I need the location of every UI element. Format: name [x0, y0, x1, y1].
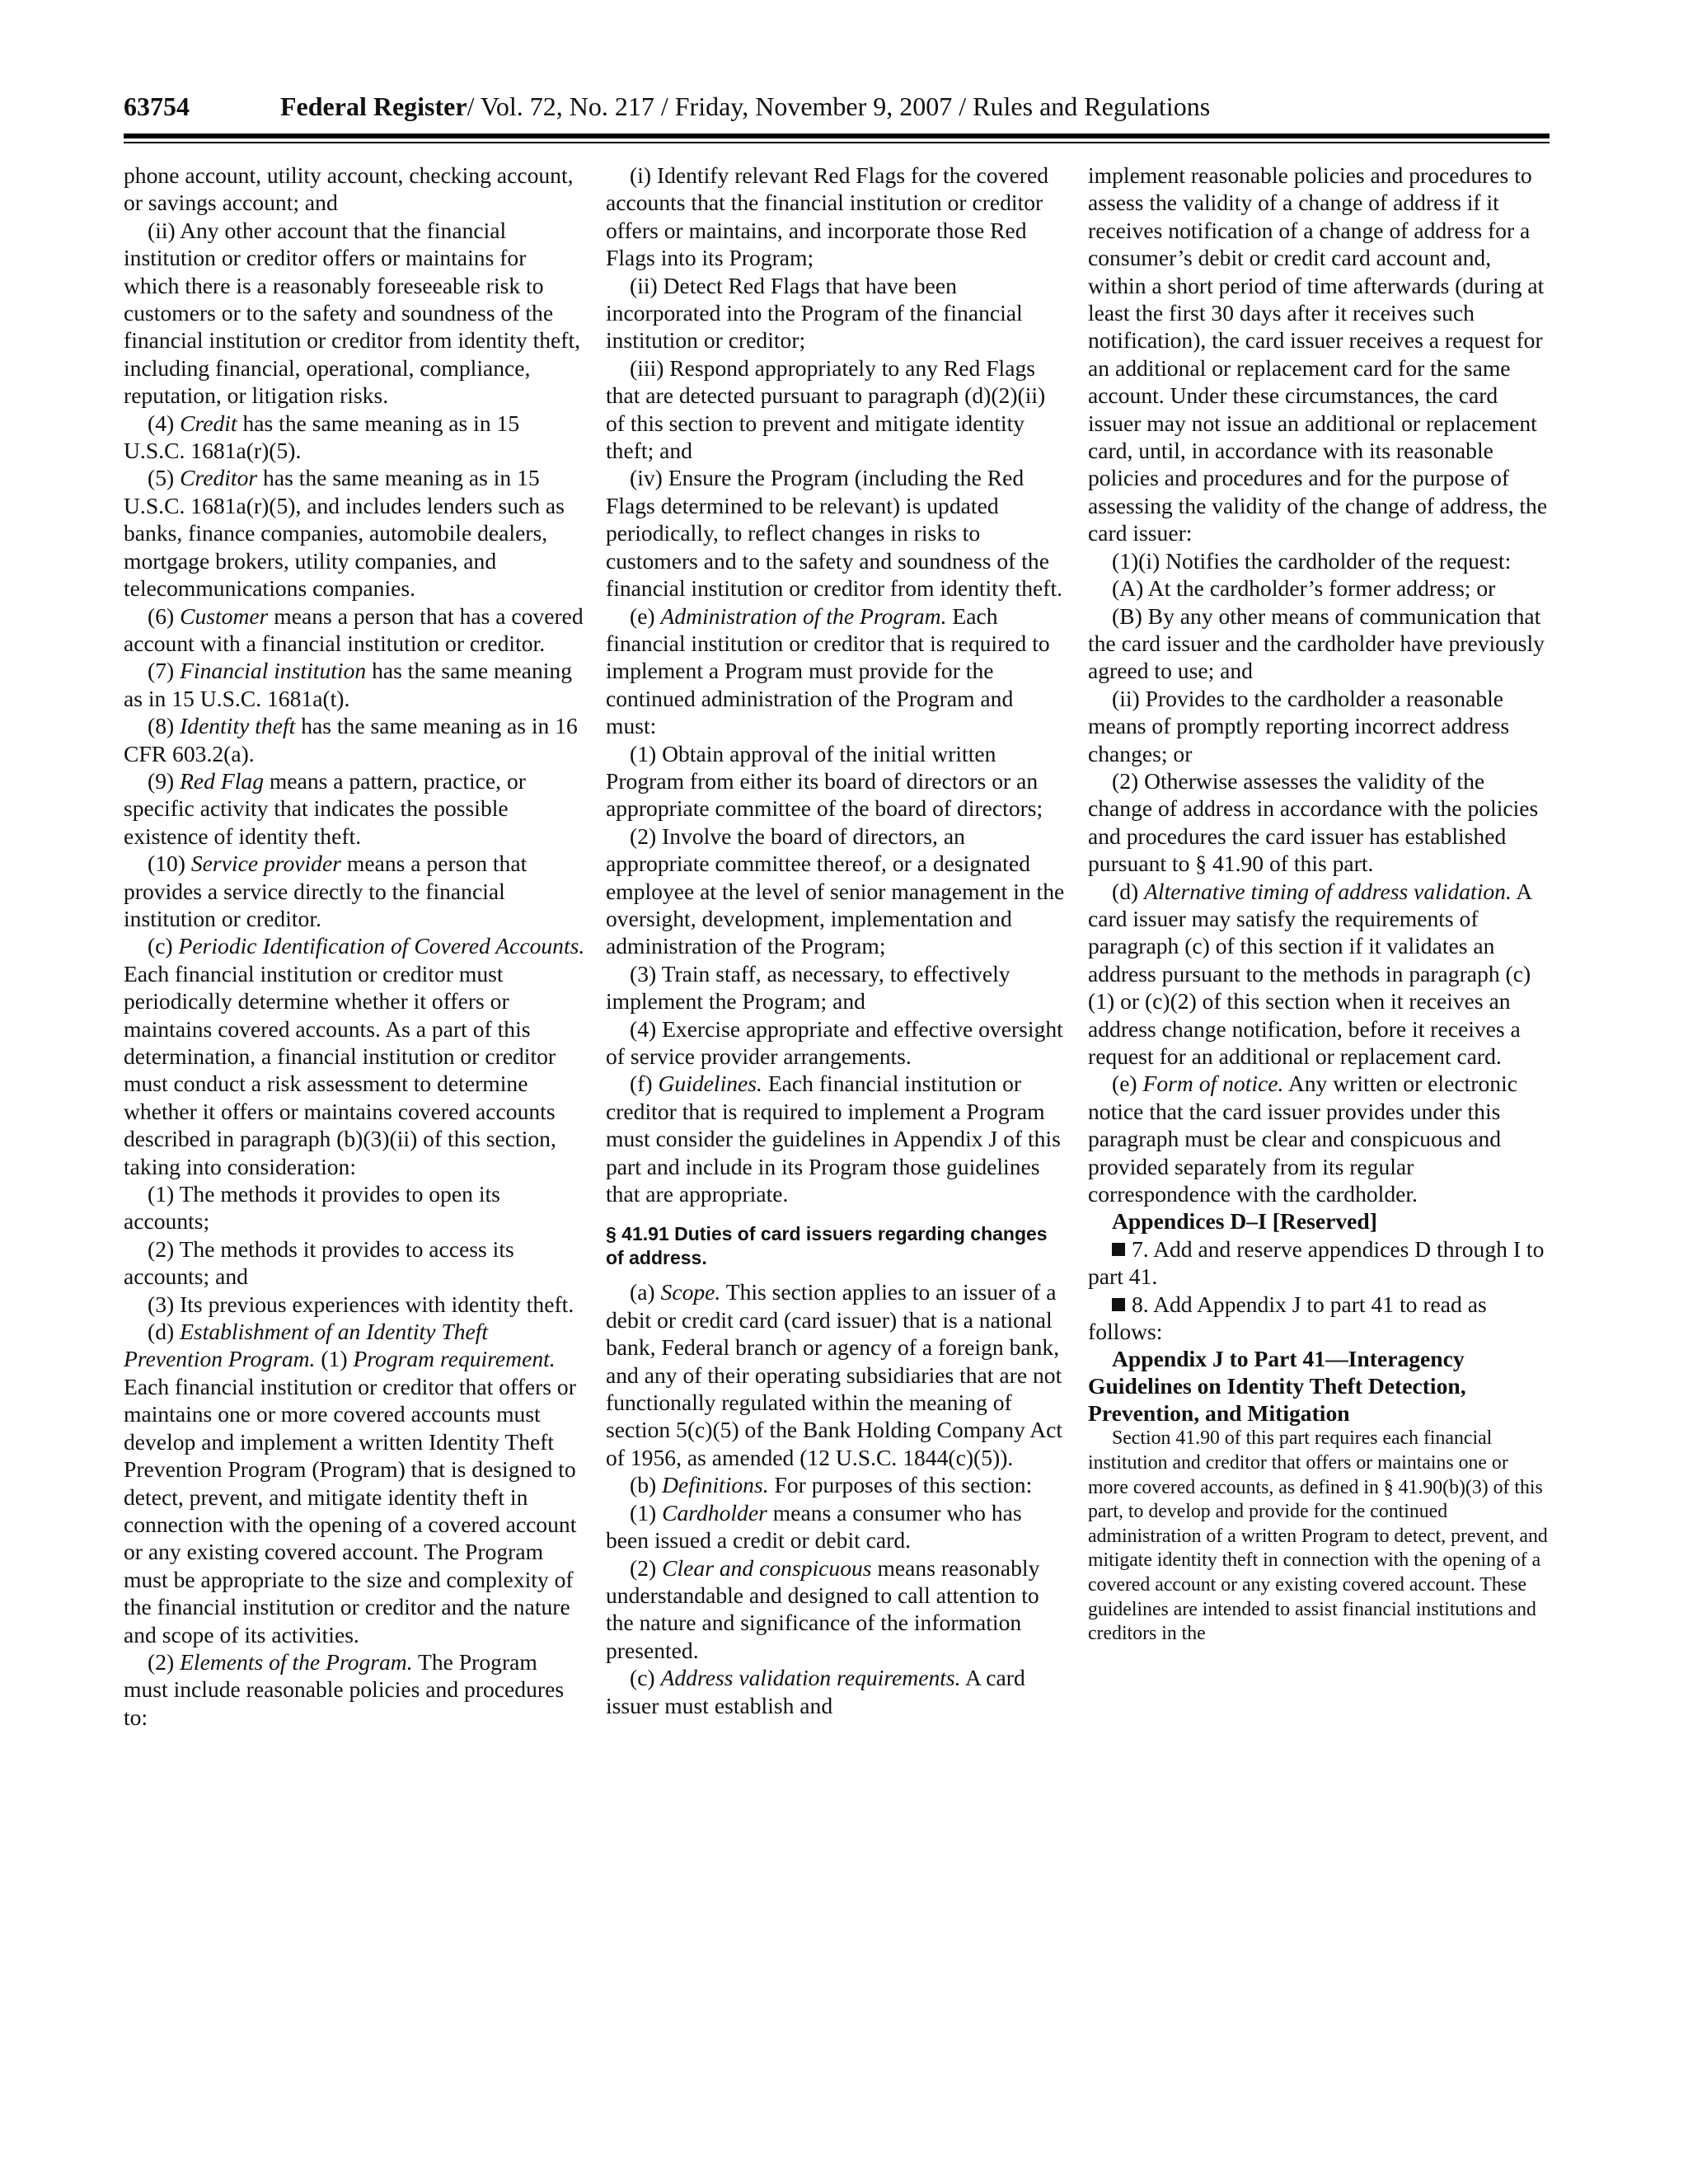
paragraph-text: This section applies to an issuer of a debit or credit card (card issuer) that is a national bank, Federal branch or agency of a foreign bank, and any of their operating subsidiaries that are not functionally regulated within the meaning of section 5(c)(5) of the Bank Holding Company Act of 1956, as amended (12 U.S.C. 1844(c)(5)).	[606, 1279, 1063, 1470]
paragraph: (2) The methods it provides to access its accounts; and	[124, 1235, 514, 1290]
defined-term: Elements of the Program.	[180, 1648, 413, 1675]
paragraph-text: Each financial institution or creditor that offers or maintains one or more covered accounts must develop and implement a written Identity Theft Prevention Program (Program) that is designed to detect, prevent, and mitigate identity theft in connection with the opening of a covered account or any existing covered account. The Program must be appropriate to the size and complexity of the financial institution or creditor and the nature and scope of its activities.	[124, 1373, 577, 1647]
paragraph	[124, 767, 585, 850]
defined-term: Service provider	[190, 851, 341, 877]
defined-term: Customer	[180, 602, 269, 629]
paragraph	[124, 602, 585, 658]
paragraph-text: Each financial institution or creditor must periodically determine whether it offers or maintains covered accounts. As a part of this determination, a financial institution or creditor must conduct a risk assessment to determine whether it offers or maintains covered accounts described in paragraph (b)(3)(ii) of this section, taking into consideration:	[124, 960, 556, 1179]
paragraph	[124, 712, 585, 767]
appendices-reserved-heading: Appendices D–I [Reserved]	[1112, 1208, 1377, 1235]
paragraph-text: (c)	[148, 933, 179, 959]
text-columns	[124, 162, 1550, 2139]
paragraph-text: A card issuer must establish and	[606, 1665, 1025, 1718]
paragraph: implement reasonable policies and procedures to assess the validity of a change of address if it receives notification of a change of address for a consumer’s debit or credit card account and, within a short period of time afterwards (during at least the first 30 days after it receives such notification), the card issuer receives a request for an additional or replacement card for the same account. Under these circumstances, the card issuer may not issue an additional or replacement card, until, in accordance with its reasonable policies and procedures and for the purpose of assessing the validity of the change of address, the card issuer:	[1088, 162, 1548, 546]
issue-info: / Vol. 72, No. 217 / Friday, November 9, 2007 / Rules and Regulations	[467, 91, 1211, 121]
paragraph: (i) Identify relevant Red Flags for the covered accounts that the financial institution or creditor offers or maintains, and incorporate those Red Flags into its Program;	[606, 162, 1048, 271]
paragraph	[124, 932, 585, 1180]
column-2-top	[606, 162, 1067, 1207]
paragraph	[606, 602, 1067, 740]
square-bullet-icon	[1112, 1298, 1125, 1311]
defined-term: Cardholder	[662, 1499, 767, 1526]
paragraph-text: For purposes of this section:	[768, 1472, 1033, 1498]
paragraph-text: The Program must include reasonable policies and procedures to:	[124, 1648, 565, 1730]
paragraph	[124, 410, 585, 465]
defined-term: Credit	[180, 410, 237, 436]
defined-term: Administration of the Program.	[660, 602, 947, 629]
paragraph-text: (7)	[148, 658, 181, 684]
square-bullet-icon	[1112, 1243, 1125, 1256]
defined-term: Clear and conspicuous	[662, 1554, 872, 1581]
paragraph: (B) By any other means of communication that the card issuer and the cardholder have previously agreed to use; and	[1088, 602, 1545, 684]
paragraph	[606, 1554, 1067, 1665]
appendix-j-paragraph: Section 41.90 of this part requires each financial institution and creditor that offers or maintains one or more covered accounts, as defined in § 41.90(b)(3) of this part, to develop and provide for the continued administration of a written Program to detect, prevent, and mitigate identity theft in connection with the opening of a covered account or any existing covered account. These guidelines are intended to assist financial institutions and creditors in the	[1088, 1427, 1548, 1645]
paragraph	[1088, 1070, 1550, 1207]
page-number: 63754	[124, 91, 190, 121]
paragraph-text: means a person that provides a service directly to the financial institution or creditor.	[124, 851, 528, 931]
paragraph	[606, 1499, 1067, 1554]
paragraph: phone account, utility account, checking account, or savings account; and	[124, 162, 574, 216]
column-2	[606, 162, 1067, 1719]
paragraph: (ii) Provides to the cardholder a reasonable means of promptly reporting incorrect address changes; or	[1088, 685, 1510, 766]
paragraph-text: has the same meaning as in 15 U.S.C. 1681a(t).	[124, 658, 573, 711]
running-title	[280, 82, 1210, 130]
document-page	[124, 82, 1550, 2143]
paragraph-text: (e)	[630, 602, 661, 629]
paragraph	[124, 1648, 585, 1731]
appendix-j-body	[1088, 1427, 1550, 1646]
paragraph: (2) Otherwise assesses the validity of the change of address in accordance with the policies and procedures the card issuer has established pursuant to § 41.90 of this part.	[1088, 767, 1539, 877]
defined-term: Periodic Identification of Covered Accounts.	[178, 933, 585, 959]
defined-term: Creditor	[180, 465, 258, 491]
paragraph-text: Each financial institution or creditor that is required to implement a Program must provide for the continued administration of the Program and must:	[606, 602, 1050, 739]
amendatory-instruction-7: 7. Add and reserve appendices D through I to part 41.	[1088, 1235, 1545, 1290]
paragraph-text: (4)	[148, 410, 181, 436]
paragraph: (ii) Any other account that the financial institution or creditor offers or maintains for which there is a reasonably foreseeable risk to customers or to the safety and soundness of the financial institution or creditor from identity theft, including financial, operational, compliance, reputation, or litigation risks.	[124, 217, 581, 409]
paragraph	[124, 464, 585, 602]
section-heading: § 41.91 Duties of card issuers regarding changes of address.	[606, 1223, 1048, 1269]
paragraph-text: (e)	[1112, 1071, 1143, 1097]
journal-name: Federal Register	[280, 91, 467, 121]
header-rule-thin	[124, 142, 1550, 143]
paragraph	[606, 1070, 1067, 1207]
appendix-j-title: Appendix J to Part 41—Interagency Guidelines on Identity Theft Detection, Prevention, and Mitigation	[1088, 1346, 1466, 1427]
defined-term: Financial institution	[180, 658, 367, 684]
paragraph: (1)(i) Notifies the cardholder of the request:	[1112, 547, 1512, 574]
paragraph	[124, 657, 585, 712]
defined-term: Identity theft	[180, 713, 296, 739]
paragraph	[606, 1471, 1067, 1498]
header-rule-thick	[124, 134, 1550, 138]
running-header	[124, 82, 1550, 130]
amendatory-instruction-8: 8. Add Appendix J to part 41 to read as follows:	[1088, 1291, 1487, 1345]
paragraph-text: (1)	[630, 1499, 663, 1526]
defined-term: Red Flag	[180, 767, 264, 794]
paragraph: (ii) Detect Red Flags that have been incorporated into the Program of the financial institution or creditor;	[606, 272, 1023, 354]
paragraph-text: (2)	[630, 1554, 663, 1581]
paragraph-text: (c)	[630, 1665, 661, 1691]
defined-term: Program requirement.	[353, 1346, 556, 1372]
paragraph-text: (d)	[1112, 878, 1145, 904]
paragraph: (2) Involve the board of directors, an appropriate committee thereof, or a designated employee at the level of senior management in the oversight, development, implementation and administration of the Program;	[606, 823, 1065, 959]
paragraph: (1) Obtain approval of the initial written Program from either its board of directors or an appropriate committee of the board of directors;	[606, 740, 1043, 822]
paragraph	[1088, 878, 1550, 1071]
paragraph-text: Any written or electronic notice that the card issuer provides under this paragraph must be clear and conspicuous and provided separately from its regular correspondence with the cardholder.	[1088, 1071, 1517, 1207]
paragraph-text: (1)	[315, 1346, 354, 1372]
paragraph-text: means reasonably understandable and designed to call attention to the nature and significance of the information presented.	[606, 1554, 1040, 1663]
paragraph-text: (9)	[148, 767, 181, 794]
paragraph-text: means a pattern, practice, or specific activity that indicates the possible existence of identity theft.	[124, 767, 526, 849]
paragraph-text: has the same meaning as in 16 CFR 603.2(a).	[124, 713, 578, 766]
paragraph: (iii) Respond appropriately to any Red Flags that are detected pursuant to paragraph (d)(2)(ii) of this section to prevent and mitigate identity theft; and	[606, 354, 1046, 464]
paragraph-text: (d)	[148, 1319, 181, 1345]
paragraph: (4) Exercise appropriate and effective oversight of service provider arrangements.	[606, 1015, 1063, 1069]
paragraph: (A) At the cardholder’s former address; or	[1112, 575, 1496, 602]
paragraph-text: means a person that has a covered account with a financial institution or creditor.	[124, 602, 584, 656]
defined-term: Definitions.	[662, 1472, 769, 1498]
column-1	[124, 162, 585, 1731]
paragraph	[606, 1278, 1067, 1471]
defined-term: Guidelines.	[658, 1071, 762, 1097]
paragraph-text: (5)	[148, 465, 181, 491]
column-3-text	[1088, 162, 1550, 1207]
paragraph	[124, 1318, 585, 1648]
defined-term: Establishment of an Identity Theft Prevention Program.	[124, 1319, 489, 1372]
defined-term: Address validation requirements.	[660, 1665, 961, 1691]
paragraph-text: (6)	[148, 602, 181, 629]
paragraph-text: (b)	[630, 1472, 663, 1498]
paragraph-text: (8)	[148, 713, 181, 739]
paragraph-text: means a consumer who has been issued a credit or debit card.	[606, 1499, 1022, 1554]
paragraph-text: Each financial institution or creditor that is required to implement a Program must consider the guidelines in Appendix J of this part and include in its Program those guidelines that are appropriate.	[606, 1071, 1061, 1207]
paragraph: (3) Train staff, as necessary, to effectively implement the Program; and	[606, 960, 1010, 1015]
paragraph: (3) Its previous experiences with identity theft.	[148, 1291, 574, 1317]
paragraph-text: has the same meaning as in 15 U.S.C. 1681a(r)(5).	[124, 410, 520, 464]
paragraph-text: (f)	[630, 1071, 659, 1097]
paragraph	[124, 850, 585, 932]
paragraph: (iv) Ensure the Program (including the Red Flags determined to be relevant) is updated periodically, to reflect changes in risks to customers and to the safety and soundness of the financial institution or creditor from identity theft.	[606, 465, 1063, 602]
paragraph-text: (2)	[148, 1648, 181, 1675]
paragraph	[606, 1664, 1067, 1719]
column-2-bottom	[606, 1278, 1067, 1719]
paragraph-text: (a)	[630, 1279, 661, 1305]
column-3	[1088, 162, 1550, 1647]
paragraph-text: (10)	[148, 851, 191, 877]
defined-term: Form of notice.	[1142, 1071, 1284, 1097]
defined-term: Scope.	[660, 1279, 721, 1305]
paragraph: (1) The methods it provides to open its accounts;	[124, 1181, 500, 1235]
paragraph-text: A card issuer may satisfy the requirements of paragraph (c) of this section if it validates an address pursuant to the methods in paragraph (c)(1) or (c)(2) of this section when it receives an address change notification, before it receives a request for an additional or replacement card.	[1088, 878, 1531, 1069]
defined-term: Alternative timing of address validation.	[1144, 878, 1512, 904]
paragraph-text: has the same meaning as in 15 U.S.C. 1681a(r)(5), and includes lenders such as banks, finance companies, automobile dealers, mortgage brokers, utility companies, and telecommunications companies.	[124, 465, 565, 602]
